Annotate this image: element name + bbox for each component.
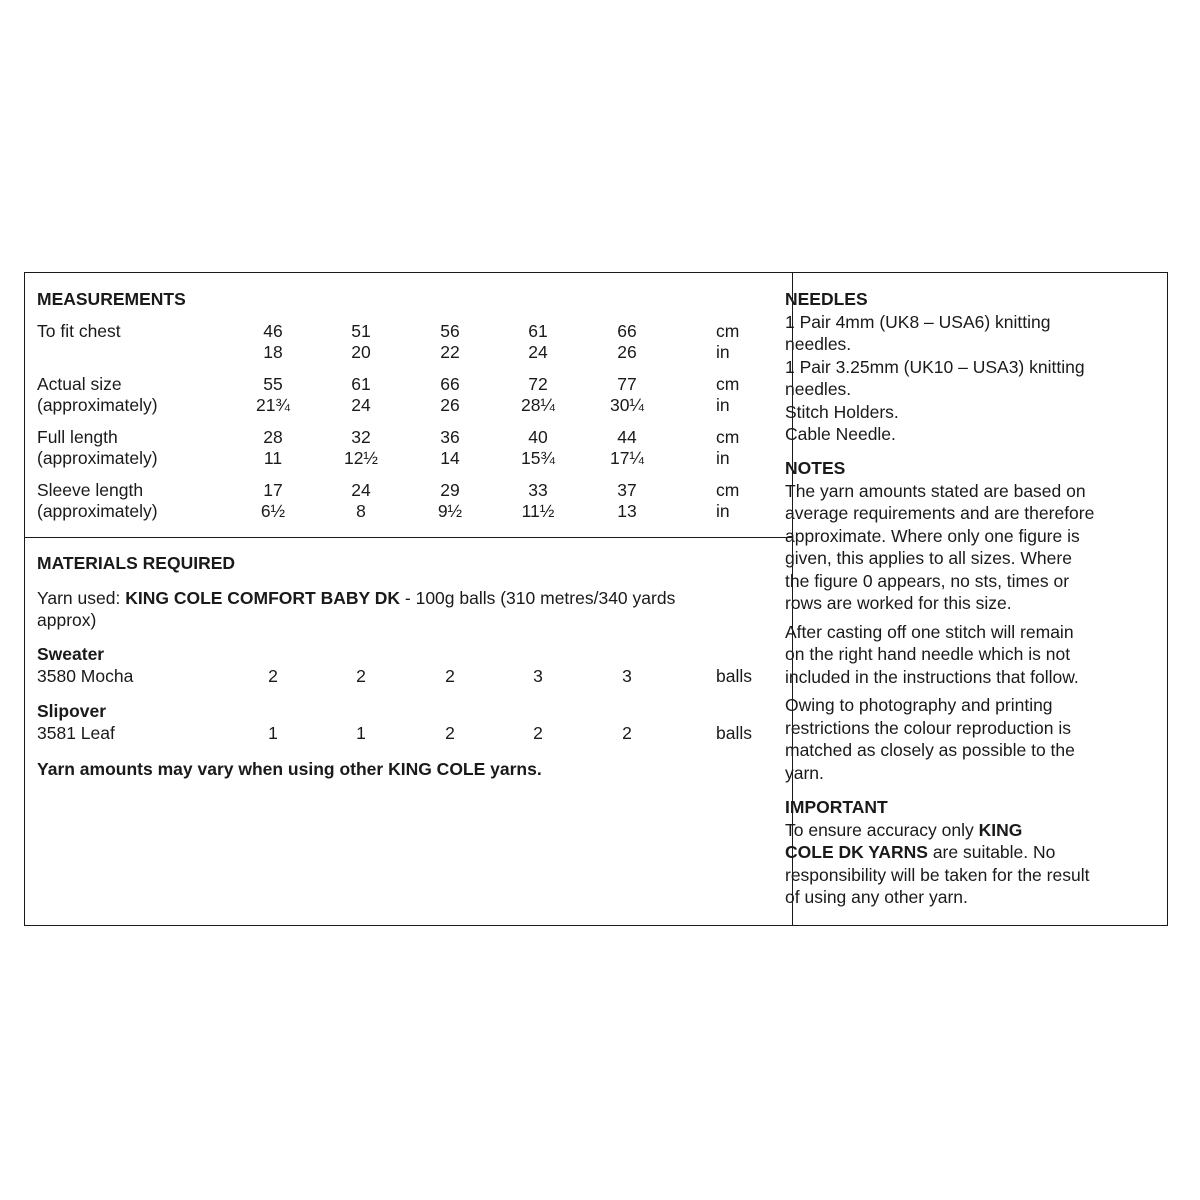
measurement-in-value: 22 [440,342,460,362]
measurement-in-value: 26 [440,395,460,415]
measurement-cm-value: 29 [440,480,460,500]
unit-in: in [716,342,730,362]
measurement-in-value: 21¾ [255,395,291,415]
measurement-label: Full length [37,427,118,447]
measurement-cm-value: 56 [440,321,460,341]
needles-section [785,288,1145,446]
measurement-sublabel: (approximately) [37,501,158,521]
measurement-cm-value: 28 [263,427,283,447]
measurement-in-value: 12½ [343,448,379,468]
notes-line: Owing to photography and printing [785,695,1053,715]
measurement-label: Actual size [37,374,122,394]
important-title: IMPORTANT [785,797,888,817]
needles-line: Cable Needle. [785,424,896,444]
sweater-title: Sweater [37,644,105,664]
slipover-value: 2 [445,723,455,743]
section-divider [25,537,792,538]
slipover-label: 3581 Leaf [37,723,115,743]
important-bold: KING [978,819,1023,840]
notes-line: included in the instructions that follow. [785,666,1079,687]
slipover-title: Slipover [37,701,107,721]
measurement-in-value: 15¾ [520,448,556,468]
measurement-label: To fit chest [37,321,121,341]
measurement-in-value: 28¼ [520,395,556,415]
notes-section [785,457,1145,784]
measurement-in-value: 24 [351,395,371,415]
unit-cm: cm [716,374,740,394]
needles-line: Stitch Holders. [785,401,899,422]
measurement-cm-value: 61 [351,374,371,394]
important-line [785,819,1145,842]
notes-line: the figure 0 appears, no sts, times or [785,570,1070,591]
notes-title: NOTES [785,458,846,478]
unit-cm: cm [716,321,740,341]
important-text: To ensure accuracy only [785,819,979,840]
measurement-in-value: 18 [263,342,283,362]
sweater-value: 2 [445,666,455,686]
sweater-value: 3 [622,666,632,686]
unit-cm: cm [716,427,740,447]
needles-line: needles. [785,334,852,354]
measurement-cm-value: 44 [617,427,637,447]
measurement-in-value: 6½ [260,501,286,521]
measurement-in-value: 8 [356,501,366,521]
measurement-cm-value: 77 [617,374,637,394]
measurement-cm-value: 33 [528,480,548,500]
notes-line: approximate. Where only one figure is [785,525,1080,546]
yarn-used-line [37,588,675,609]
important-bold: COLE DK YARNS [785,842,928,862]
slipover-unit: balls [716,723,752,743]
sweater-unit: balls [716,666,752,686]
measurement-in-value: 24 [528,342,548,362]
measurement-cm-value: 46 [263,321,283,341]
important-line [785,841,1145,864]
measurement-in-value: 11½ [521,501,555,521]
measurement-cm-value: 66 [617,321,637,341]
yarn-used-line-2: approx) [37,610,97,630]
slipover-value: 2 [533,723,543,743]
measurement-cm-value: 72 [528,374,548,394]
notes-line: rows are worked for this size. [785,593,1012,613]
notes-line: given, this applies to all sizes. Where [785,548,1072,568]
slipover-value: 1 [356,723,366,743]
measurement-label: Sleeve length [37,480,144,500]
sweater-value: 2 [356,666,366,686]
important-line: responsibility will be taken for the result [785,864,1090,885]
sweater-value: 3 [533,666,543,686]
yarn-suffix: - 100g balls (310 metres/340 yards [400,588,676,608]
notes-line: restrictions the colour reproduction is [785,717,1071,738]
needles-line: 1 Pair 4mm (UK8 – USA6) knitting [785,311,1051,332]
needles-line: 1 Pair 3.25mm (UK10 – USA3) knitting [785,356,1085,377]
unit-in: in [716,448,730,468]
important-section [785,796,1145,909]
needles-title: NEEDLES [785,289,868,309]
sweater-label: 3580 Mocha [37,666,134,686]
notes-line: After casting off one stitch will remain [785,621,1074,642]
measurement-in-value: 26 [617,342,637,362]
yarn-prefix: Yarn used: [37,588,126,608]
measurement-cm-value: 17 [263,480,283,500]
yarn-name: KING COLE COMFORT BABY DK [125,588,401,608]
needles-line: needles. [785,379,852,399]
measurement-in-value: 11 [263,448,283,468]
important-text: are suitable. No [927,842,1056,862]
measurement-cm-value: 24 [351,480,371,500]
sweater-value: 2 [268,666,278,686]
measurement-cm-value: 40 [528,427,548,447]
notes-line: average requirements and are therefore [785,503,1095,523]
measurement-sublabel: (approximately) [37,395,158,415]
measurement-cm-value: 55 [263,374,283,394]
notes-line: matched as closely as possible to the [785,740,1075,760]
measurement-cm-value: 61 [528,321,548,341]
measurement-in-value: 20 [351,342,371,362]
measurement-in-value: 14 [440,448,460,468]
measurement-cm-value: 37 [617,480,637,500]
measurement-cm-value: 32 [351,427,371,447]
measurement-in-value: 30¼ [609,395,645,415]
notes-line: yarn. [785,762,824,783]
measurements-title: MEASUREMENTS [37,289,186,309]
measurement-cm-value: 36 [440,427,460,447]
measurement-sublabel: (approximately) [37,448,158,468]
measurement-in-value: 17¼ [609,448,645,468]
slipover-value: 2 [622,723,632,743]
notes-line: on the right hand needle which is not [785,644,1071,664]
yarn-amount-note: Yarn amounts may vary when using other KING COLE yarns. [37,759,542,779]
important-line: of using any other yarn. [785,887,968,907]
notes-line: The yarn amounts stated are based on [785,480,1086,501]
measurement-cm-value: 66 [440,374,460,394]
measurement-in-value: 13 [617,501,637,521]
measurement-in-value: 9½ [437,501,463,521]
materials-title: MATERIALS REQUIRED [37,553,236,573]
unit-cm: cm [716,480,740,500]
slipover-value: 1 [268,723,278,743]
unit-in: in [716,395,730,415]
unit-in: in [716,501,730,521]
measurement-cm-value: 51 [351,321,371,341]
